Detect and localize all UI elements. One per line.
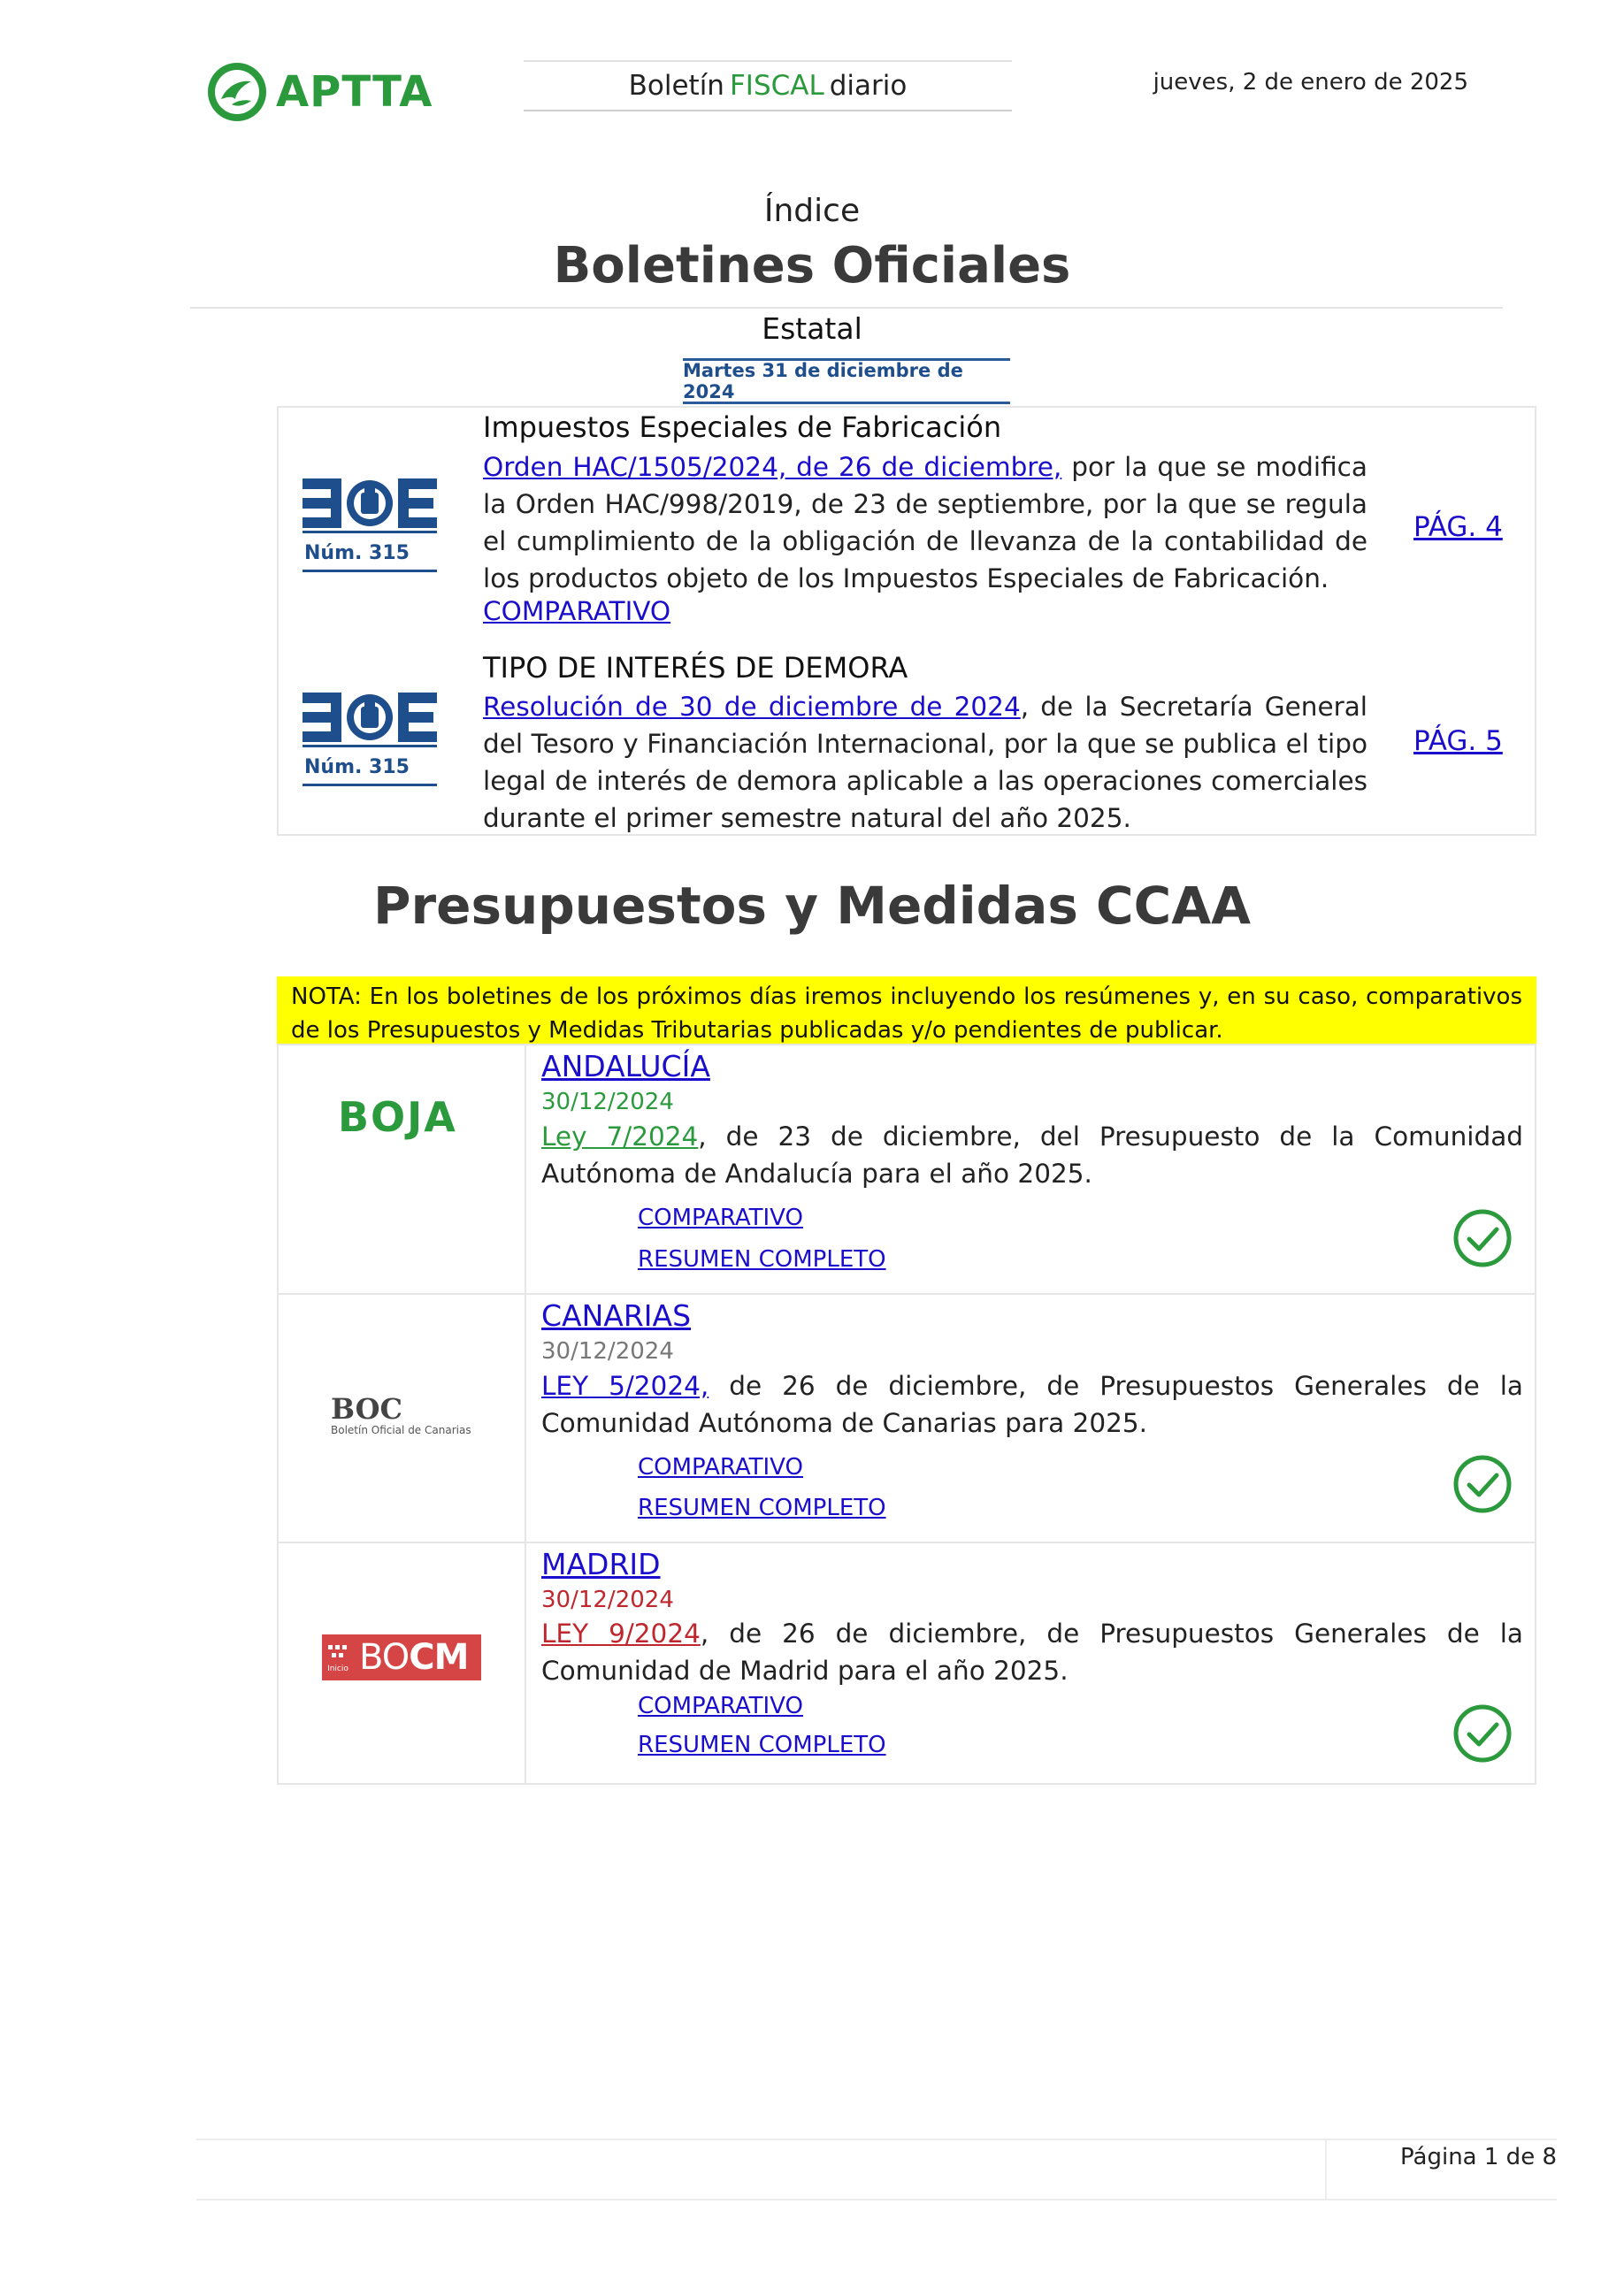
check-circle-icon [1452, 1208, 1513, 1268]
ccaa-row-divider [277, 1293, 1536, 1295]
boe-entry-body: por la que se modifica la Orden HAC/998/2019, de 23 de septiembre, por la que se regula el cumplimiento de la obligación de llevanza de la contabilidad de los productos objeto de los Impuestos Especiales de Fabricación. [483, 452, 1367, 593]
check-circle-icon [1452, 1703, 1513, 1764]
law-link[interactable]: LEY 5/2024, [541, 1371, 709, 1401]
header-date: jueves, 2 de enero de 2025 [1153, 69, 1468, 96]
law-body: , de 23 de diciembre, del Presupuesto de la Comunidad Autónoma de Andalucía para el año 2025. [541, 1121, 1523, 1189]
region-date: 30/12/2024 [541, 1338, 674, 1365]
region-link-madrid[interactable]: MADRID [541, 1547, 661, 1581]
boe-wordmark [303, 476, 437, 531]
resumen-completo-link[interactable]: RESUMEN COMPLETO [638, 1495, 886, 1521]
resumen-completo-link[interactable]: RESUMEN COMPLETO [638, 1732, 886, 1758]
region-date: 30/12/2024 [541, 1587, 674, 1613]
bocm-logo [322, 1634, 481, 1680]
boe-entry-body: , de la Secretaría General del Tesoro y Financiación Internacional, por la que se publica el tipo legal de interés de demora aplicable a las operaciones comerciales durante el primer semestre natural del año 2025. [483, 692, 1368, 833]
boe-entry-link[interactable]: Orden HAC/1505/2024, de 26 de diciembre, [483, 452, 1062, 482]
bulletin-title [524, 60, 1012, 111]
bocm-logo-text-bold: CM [409, 1637, 469, 1678]
boe-entry-text [483, 448, 1367, 597]
bocm-logo-subtext: Inicio [327, 1665, 349, 1673]
comparativo-link[interactable]: COMPARATIVO [638, 1205, 803, 1231]
region-text [541, 1615, 1523, 1689]
page-title: Boletines Oficiales [553, 237, 1071, 295]
boe-wordmark [303, 690, 437, 745]
title-divider [190, 307, 1503, 309]
boe-issue-number: Núm. 315 [304, 756, 410, 778]
boe-letters-icon [303, 478, 437, 528]
boe-divider [303, 745, 437, 747]
region-date: 30/12/2024 [541, 1089, 674, 1115]
page-ref-link[interactable]: PÁG. 4 [1413, 511, 1503, 543]
date-banner: Martes 31 de diciembre de 2024 [683, 358, 1010, 404]
boja-logo: BOJA [338, 1093, 457, 1141]
bulletin-highlight: FISCAL [729, 70, 824, 102]
law-body: de 26 de diciembre, de Presupuestos Generales de la Comunidad Autónoma de Canarias para 2025. [541, 1371, 1523, 1438]
logo-text: APTTA [276, 67, 433, 117]
bocm-logo-text-light: BO [359, 1637, 410, 1678]
boe-divider [303, 784, 437, 786]
resumen-completo-link[interactable]: RESUMEN COMPLETO [638, 1246, 886, 1273]
aptta-emblem-icon [205, 60, 269, 124]
boc-logo [331, 1394, 478, 1438]
madrid-stars-icon [326, 1642, 349, 1665]
boc-logo-subtext: Boletín Oficial de Canarias [331, 1424, 471, 1436]
boe-letters-icon [303, 693, 437, 742]
comparativo-link[interactable]: COMPARATIVO [483, 596, 671, 626]
section-label: Estatal [762, 311, 862, 346]
boe-logo [303, 690, 437, 786]
index-label: Índice [763, 193, 861, 229]
boe-divider [303, 531, 437, 533]
comparativo-link[interactable]: COMPARATIVO [638, 1454, 803, 1481]
boe-entry-text [483, 688, 1367, 837]
footer-divider [1325, 2139, 1327, 2200]
bocm-logo-mark [322, 1634, 354, 1680]
check-circle-icon [1452, 1454, 1513, 1514]
page-number: Página 1 de 8 [1400, 2144, 1557, 2170]
boe-entry-link[interactable]: Resolución de 30 de diciembre de 2024 [483, 692, 1021, 722]
boe-entry-title: Impuestos Especiales de Fabricación [483, 410, 1002, 444]
region-link-andalucia[interactable]: ANDALUCÍA [541, 1049, 710, 1083]
region-text [541, 1367, 1523, 1442]
region-text [541, 1118, 1523, 1192]
boc-logo-text: BOC [331, 1392, 402, 1426]
boe-logo [303, 476, 437, 572]
boe-issue-number: Núm. 315 [304, 542, 410, 564]
aptta-logo [205, 57, 453, 127]
ccaa-column-divider [525, 1044, 526, 1785]
region-link-canarias[interactable]: CANARIAS [541, 1298, 692, 1333]
law-link[interactable]: Ley 7/2024 [541, 1121, 699, 1152]
boe-divider [303, 570, 437, 572]
law-body: , de 26 de diciembre, de Presupuestos Generales de la Comunidad de Madrid para el año 2025. [541, 1619, 1523, 1686]
bulletin-suffix: diario [829, 70, 908, 102]
page-ref-link[interactable]: PÁG. 5 [1413, 725, 1503, 757]
bulletin-prefix: Boletín [628, 70, 724, 102]
ccaa-note: NOTA: En los boletines de los próximos días iremos incluyendo los resúmenes y, en su caso, comparativos de los Presupuestos y Medidas Tributarias publicadas y/o pendientes de publicar. [277, 976, 1536, 1044]
ccaa-title: Presupuestos y Medidas CCAA [373, 876, 1251, 936]
footer [196, 2139, 1557, 2200]
ccaa-row-divider [277, 1542, 1536, 1543]
boe-entry-title: TIPO DE INTERÉS DE DEMORA [483, 651, 908, 685]
law-link[interactable]: LEY 9/2024 [541, 1619, 701, 1649]
comparativo-link[interactable]: COMPARATIVO [638, 1693, 803, 1719]
